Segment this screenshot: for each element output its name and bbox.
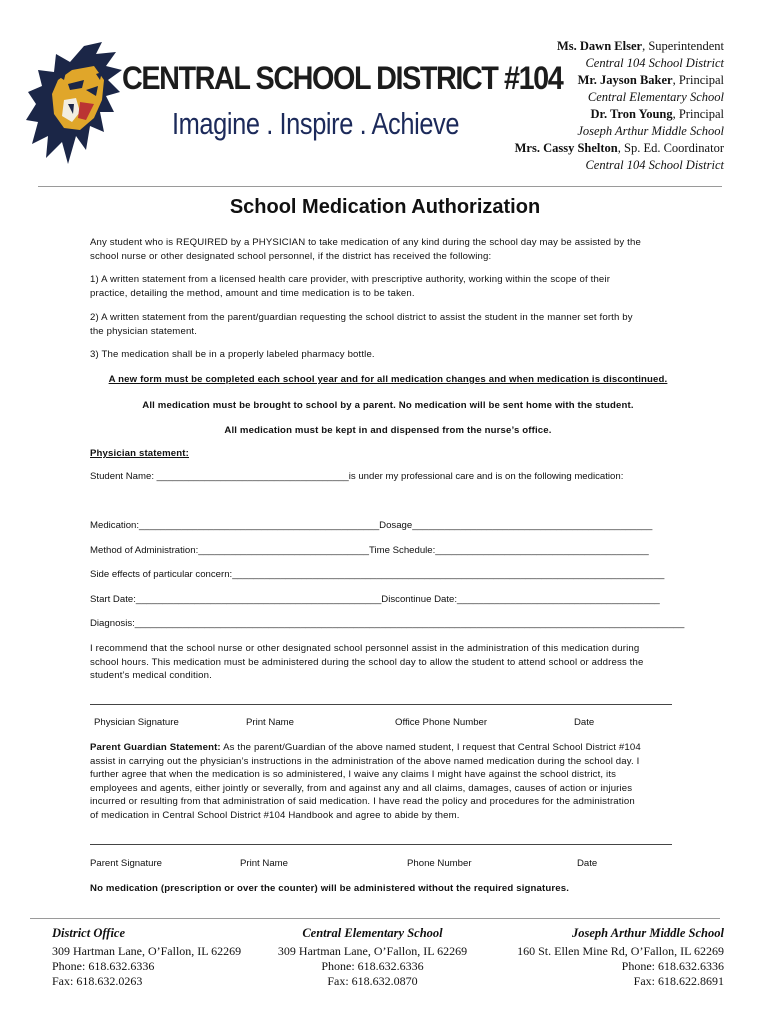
district-motto: Imagine . Inspire . Achieve — [172, 106, 460, 141]
footer-phone: Phone: 618.632.6336 — [621, 959, 724, 973]
intro-line: school nurse or other designated school personnel, if the district has received the following: — [90, 250, 492, 262]
notice-new-form: A new form must be completed each school year and for all medication changes and when medication is discontinued. — [108, 374, 668, 385]
medication-dosage-field[interactable]: Medication:_____________________________________________Dosage_____________________________________________ — [90, 520, 653, 531]
requirement-line: 2) A written statement from the parent/guardian requesting the school district to assist the student in the manner set forth by — [90, 312, 633, 323]
footer-district-office — [52, 926, 241, 989]
parent-statement-line: assist in carrying out the physician’s instructions in the administration of the above named medication during the school day. I — [90, 755, 640, 767]
diagnosis-field[interactable]: Diagnosis:_______________________________________________________________________________________________________ — [90, 618, 685, 629]
footer-phone: Phone: 618.632.6336 — [52, 959, 155, 973]
footer-phone: Phone: 618.632.6336 — [321, 959, 424, 973]
form-body — [90, 236, 686, 263]
requirement-1 — [90, 273, 686, 300]
staff-role: , Principal — [672, 107, 724, 121]
recommendation-line: school hours. This medication must be administered during the school day to allow the student to attend school or address the — [90, 656, 644, 668]
physician-signature-line[interactable] — [90, 704, 672, 705]
physician-statement-heading: Physician statement: — [90, 448, 189, 459]
footer-divider — [30, 918, 720, 919]
parent-statement-line: further agree that when the medication is so administered, I waive any claims I might have against the school district, its — [90, 769, 617, 780]
parent-print-name-label: Print Name — [240, 858, 288, 869]
footer-heading: Central Elementary School — [302, 926, 443, 940]
parent-signature-labels — [90, 858, 686, 872]
staff-org: Central 104 School District — [585, 158, 724, 172]
student-name-field[interactable]: Student Name: ____________________________________is under my professional care and is on the following medication: — [90, 471, 624, 482]
staff-directory — [515, 38, 724, 174]
footer-heading: District Office — [52, 926, 126, 940]
staff-name: Mr. Jayson Baker — [577, 73, 673, 87]
requirement-line: practice, detailing the method, amount and time medication is to be taken. — [90, 287, 415, 299]
required-signatures-notice: No medication (prescription or over the counter) will be administered without the required signatures. — [90, 883, 570, 894]
staff-role: , Sp. Ed. Coordinator — [617, 141, 724, 155]
recommendation-line: I recommend that the school nurse or other designated school personnel assist in the administration of this medication during — [90, 643, 640, 654]
staff-org: Joseph Arthur Middle School — [577, 124, 724, 138]
requirement-line: 1) A written statement from a licensed health care provider, with prescriptive authority, working within the scope of their — [90, 274, 611, 285]
physician-date-label: Date — [574, 717, 595, 728]
physician-signature-label: Physician Signature — [94, 717, 179, 728]
staff-org: Central Elementary School — [587, 90, 724, 104]
side-effects-field[interactable]: Side effects of particular concern:_________________________________________________________________________________ — [90, 569, 665, 580]
header-divider — [38, 186, 722, 187]
staff-middle-principal — [515, 106, 724, 140]
start-discontinue-date-field[interactable]: Start Date:______________________________________________Discontinue Date:______________________________________ — [90, 594, 660, 605]
footer-address: 309 Hartman Lane, O’Fallon, IL 62269 — [277, 944, 468, 958]
recommendation-line: student’s medical condition. — [90, 670, 212, 681]
phone-number-label: Phone Number — [407, 858, 472, 869]
parent-statement-heading: Parent Guardian Statement: — [90, 742, 221, 753]
parent-statement-line: of medication in Central School District #104 Handbook and agree to abide by them. — [90, 809, 460, 821]
parent-signature-line[interactable] — [90, 844, 672, 845]
staff-role: , Superintendent — [642, 39, 724, 53]
notice-brought-by-parent: All medication must be brought to school by a parent. No medication will be sent home with the student. — [142, 400, 634, 411]
physician-recommendation — [90, 642, 686, 683]
requirement-3: 3) The medication shall be in a properly labeled pharmacy bottle. — [90, 349, 375, 360]
physician-print-name-label: Print Name — [246, 717, 294, 728]
footer-middle-school — [517, 926, 724, 989]
footer-fax: Fax: 618.632.0263 — [52, 974, 143, 988]
staff-name: Dr. Tron Young — [590, 107, 673, 121]
staff-sped-coordinator — [515, 140, 724, 174]
form-title: School Medication Authorization — [229, 196, 541, 218]
staff-name: Mrs. Cassy Shelton — [514, 141, 618, 155]
footer-heading: Joseph Arthur Middle School — [571, 926, 724, 940]
footer-fax: Fax: 618.632.0870 — [327, 974, 418, 988]
district-name: CENTRAL SCHOOL DISTRICT #104 — [122, 60, 563, 96]
parent-statement-line: employees and agents, either jointly or severally, from and against any and all claims, damages, causes of action or injuries — [90, 782, 633, 794]
parent-signature-label: Parent Signature — [90, 858, 162, 869]
footer-elementary-school — [270, 926, 475, 989]
notice-kept-in-office: All medication must be kept in and dispensed from the nurse’s office. — [224, 425, 552, 436]
parent-statement-line: incurred or resulting from that administration of said medication. I have read the policy and procedures for the administration — [90, 796, 635, 807]
staff-elementary-principal — [515, 72, 724, 106]
staff-org: Central 104 School District — [585, 56, 724, 70]
tiger-mascot-logo — [24, 40, 124, 172]
intro-line: Any student who is REQUIRED by a PHYSICIAN to take medication of any kind during the school day may be assisted by the — [90, 237, 641, 248]
footer-fax: Fax: 618.622.8691 — [633, 974, 724, 988]
requirement-line: the physician statement. — [90, 325, 198, 337]
staff-role: , Principal — [672, 73, 724, 87]
office-phone-label: Office Phone Number — [395, 717, 488, 728]
parent-date-label: Date — [577, 858, 598, 869]
footer-address: 160 St. Ellen Mine Rd, O’Fallon, IL 62269 — [517, 944, 724, 958]
method-schedule-field[interactable]: Method of Administration:________________________________Time Schedule:________________________________________ — [90, 545, 649, 556]
staff-superintendent — [515, 38, 724, 72]
staff-name: Ms. Dawn Elser — [556, 39, 643, 53]
requirement-2 — [90, 311, 686, 338]
physician-signature-labels — [90, 717, 686, 731]
parent-guardian-statement — [90, 741, 686, 822]
footer-address: 309 Hartman Lane, O’Fallon, IL 62269 — [52, 944, 242, 958]
parent-statement-line: As the parent/Guardian of the above named student, I request that Central School District #104 — [220, 742, 641, 753]
